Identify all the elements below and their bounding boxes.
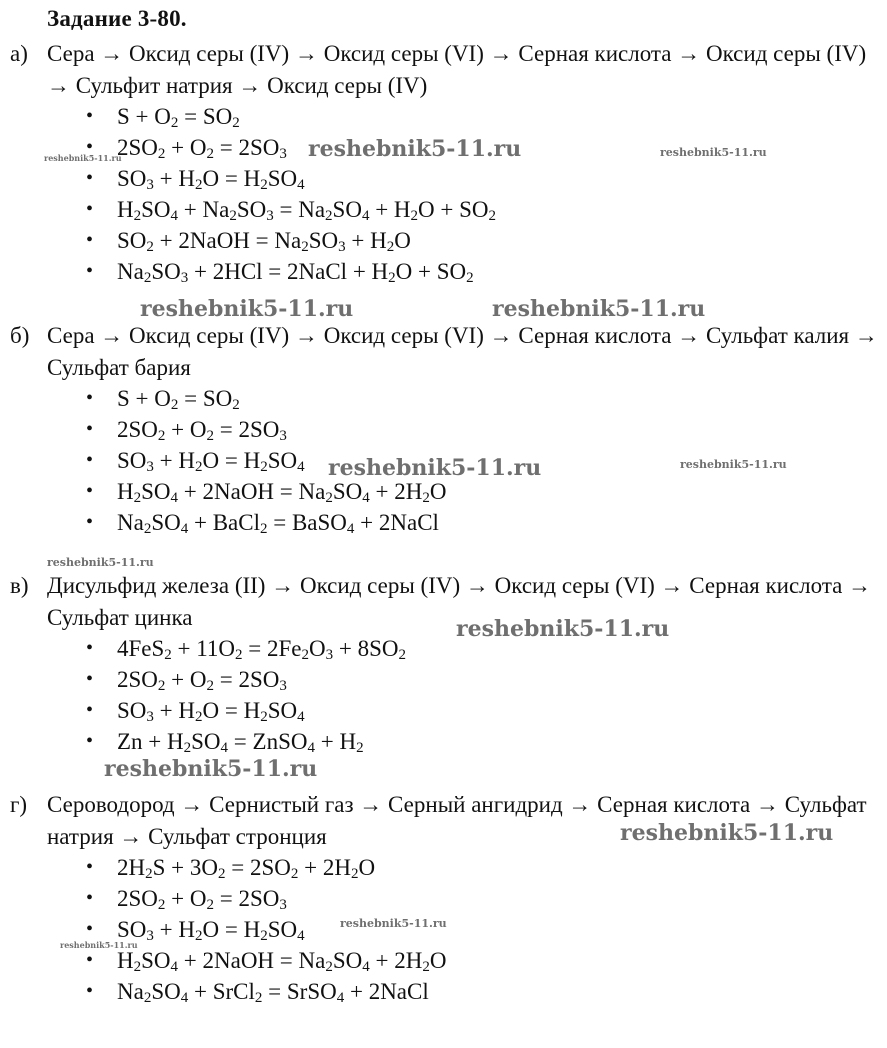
equation-text: $4FeS_2 + 11O_2 = 2Fe_2O_3 + 8SO_2$ bbox=[117, 636, 407, 663]
watermark-text: reshebnik5-11.ru bbox=[60, 940, 138, 950]
watermark-text: reshebnik5-11.ru bbox=[680, 458, 787, 471]
equation-text: $S + O_2 = SO_2$ bbox=[117, 386, 240, 413]
equation-text: $SO_3 + H_2O = H_2SO_4$ bbox=[117, 698, 305, 725]
section-a-letter: а) bbox=[10, 41, 28, 66]
section-a-header bbox=[10, 38, 880, 101]
equation bbox=[10, 976, 880, 1007]
equation bbox=[10, 445, 880, 476]
equation-text: $2SO_2 + O_2 = 2SO_3$ bbox=[117, 135, 287, 162]
watermark-text: reshebnik5-11.ru bbox=[328, 455, 542, 481]
bullet-icon: • bbox=[86, 699, 94, 721]
equation-text: $SO_3 + H_2O = H_2SO_4$ bbox=[117, 917, 305, 944]
bullet-icon: • bbox=[86, 668, 94, 690]
bullet-icon: • bbox=[86, 198, 94, 220]
section-b-header bbox=[10, 320, 880, 383]
equation-text: $H_2SO_4$ + 2NaOH = $Na_2SO_4 + 2H_2O$ bbox=[117, 479, 447, 506]
bullet-icon: • bbox=[86, 887, 94, 909]
watermark-text: reshebnik5-11.ru bbox=[456, 616, 670, 642]
bullet-icon: • bbox=[86, 418, 94, 440]
section-c bbox=[10, 570, 880, 757]
equation-text: $Zn + H_2SO_4$ = ZnSO$_4$ + $H_2$ bbox=[117, 729, 364, 756]
equation bbox=[10, 852, 880, 883]
equation-text: $SO_3 + H_2O = H_2SO_4$ bbox=[117, 448, 305, 475]
watermark-text: reshebnik5-11.ru bbox=[308, 136, 522, 162]
equation bbox=[10, 726, 880, 757]
bullet-icon: • bbox=[86, 918, 94, 940]
equation-text: $2SO_2 + O_2 = 2SO_3$ bbox=[117, 886, 287, 913]
section-d bbox=[10, 789, 880, 1007]
section-c-header bbox=[10, 570, 880, 633]
equation-text: $2H_2S + 3O_2 = 2SO_2 + 2H_2O$ bbox=[117, 855, 376, 882]
section-d-letter: г) bbox=[10, 792, 28, 817]
equation bbox=[10, 664, 880, 695]
bullet-icon: • bbox=[86, 387, 94, 409]
watermark-text: reshebnik5-11.ru bbox=[140, 296, 354, 322]
bullet-icon: • bbox=[86, 480, 94, 502]
equation-text: $Na_2SO_3 + 2HCl$ = 2NaCl + $H_2O + SO_2$ bbox=[117, 259, 474, 286]
bullet-icon: • bbox=[86, 949, 94, 971]
section-a bbox=[10, 38, 880, 287]
equation bbox=[10, 132, 880, 163]
equation-text: $S + O_2 = SO_2$ bbox=[117, 104, 240, 131]
bullet-icon: • bbox=[86, 730, 94, 752]
section-b-letter: б) bbox=[10, 323, 30, 348]
section-a-heading: Сера → Оксид серы (IV) → Оксид серы (VI) → Серная кислота → Оксид серы (IV) → Сульфит натрия → Оксид серы (IV) bbox=[47, 41, 867, 98]
task-title: Задание 3-80. bbox=[47, 6, 187, 31]
watermark-text: reshebnik5-11.ru bbox=[492, 296, 706, 322]
bullet-icon: • bbox=[86, 260, 94, 282]
watermark-text: reshebnik5-11.ru bbox=[104, 756, 318, 782]
watermark-text: reshebnik5-11.ru bbox=[620, 820, 834, 846]
bullet-icon: • bbox=[86, 167, 94, 189]
section-a-equations bbox=[10, 101, 880, 287]
equation-text: $H_2SO_4$ + 2NaOH = $Na_2SO_4 + 2H_2O$ bbox=[117, 948, 447, 975]
watermark-text: reshebnik5-11.ru bbox=[660, 146, 767, 159]
section-b-equations bbox=[10, 383, 880, 538]
bullet-icon: • bbox=[86, 511, 94, 533]
section-b-heading: Сера → Оксид серы (IV) → Оксид серы (VI) → Серная кислота → Сульфат калия → Сульфат бария bbox=[47, 323, 878, 380]
equation-text: $Na_2SO_4$ + SrCl$_2$ = SrSO$_4$ + 2NaCl bbox=[117, 979, 429, 1006]
equation bbox=[10, 914, 880, 945]
bullet-icon: • bbox=[86, 229, 94, 251]
equation-text: $Na_2SO_4$ + BaCl$_2$ = BaSO$_4$ + 2NaCl bbox=[117, 510, 439, 537]
equation bbox=[10, 101, 880, 132]
section-d-header bbox=[10, 789, 880, 852]
bullet-icon: • bbox=[86, 136, 94, 158]
equation bbox=[10, 695, 880, 726]
equation bbox=[10, 256, 880, 287]
equation-text: $2SO_2 + O_2 = 2SO_3$ bbox=[117, 417, 287, 444]
bullet-icon: • bbox=[86, 449, 94, 471]
section-d-equations bbox=[10, 852, 880, 1007]
section-d-heading: Сероводород → Сернистый газ → Серный ангидрид → Серная кислота → Сульфат натрия → Сульфат стронция bbox=[47, 792, 867, 849]
equation bbox=[10, 476, 880, 507]
section-c-letter: в) bbox=[10, 573, 29, 598]
bullet-icon: • bbox=[86, 105, 94, 127]
watermark-text: reshebnik5-11.ru bbox=[44, 153, 122, 163]
section-b bbox=[10, 320, 880, 538]
equation-text: $2SO_2 + O_2 = 2SO_3$ bbox=[117, 667, 287, 694]
equation bbox=[10, 507, 880, 538]
equation bbox=[10, 945, 880, 976]
watermark-text: reshebnik5-11.ru bbox=[340, 917, 447, 930]
bullet-icon: • bbox=[86, 637, 94, 659]
equation bbox=[10, 194, 880, 225]
equation bbox=[10, 883, 880, 914]
equation-text: $SO_2$ + 2NaOH = $Na_2SO_3 + H_2O$ bbox=[117, 228, 411, 255]
watermark-text: reshebnik5-11.ru bbox=[47, 556, 154, 569]
equation bbox=[10, 633, 880, 664]
equation bbox=[10, 163, 880, 194]
section-c-equations bbox=[10, 633, 880, 757]
equation bbox=[10, 225, 880, 256]
equation-text: $SO_3 + H_2O = H_2SO_4$ bbox=[117, 166, 305, 193]
bullet-icon: • bbox=[86, 980, 94, 1002]
section-c-heading: Дисульфид железа (II) → Оксид серы (IV) → Оксид серы (VI) → Серная кислота → Сульфат цинка bbox=[47, 573, 872, 630]
bullet-icon: • bbox=[86, 856, 94, 878]
equation bbox=[10, 414, 880, 445]
equation-text: $H_2SO_4 + Na_2SO_3 = Na_2SO_4 + H_2O + SO_2$ bbox=[117, 197, 497, 224]
equation bbox=[10, 383, 880, 414]
